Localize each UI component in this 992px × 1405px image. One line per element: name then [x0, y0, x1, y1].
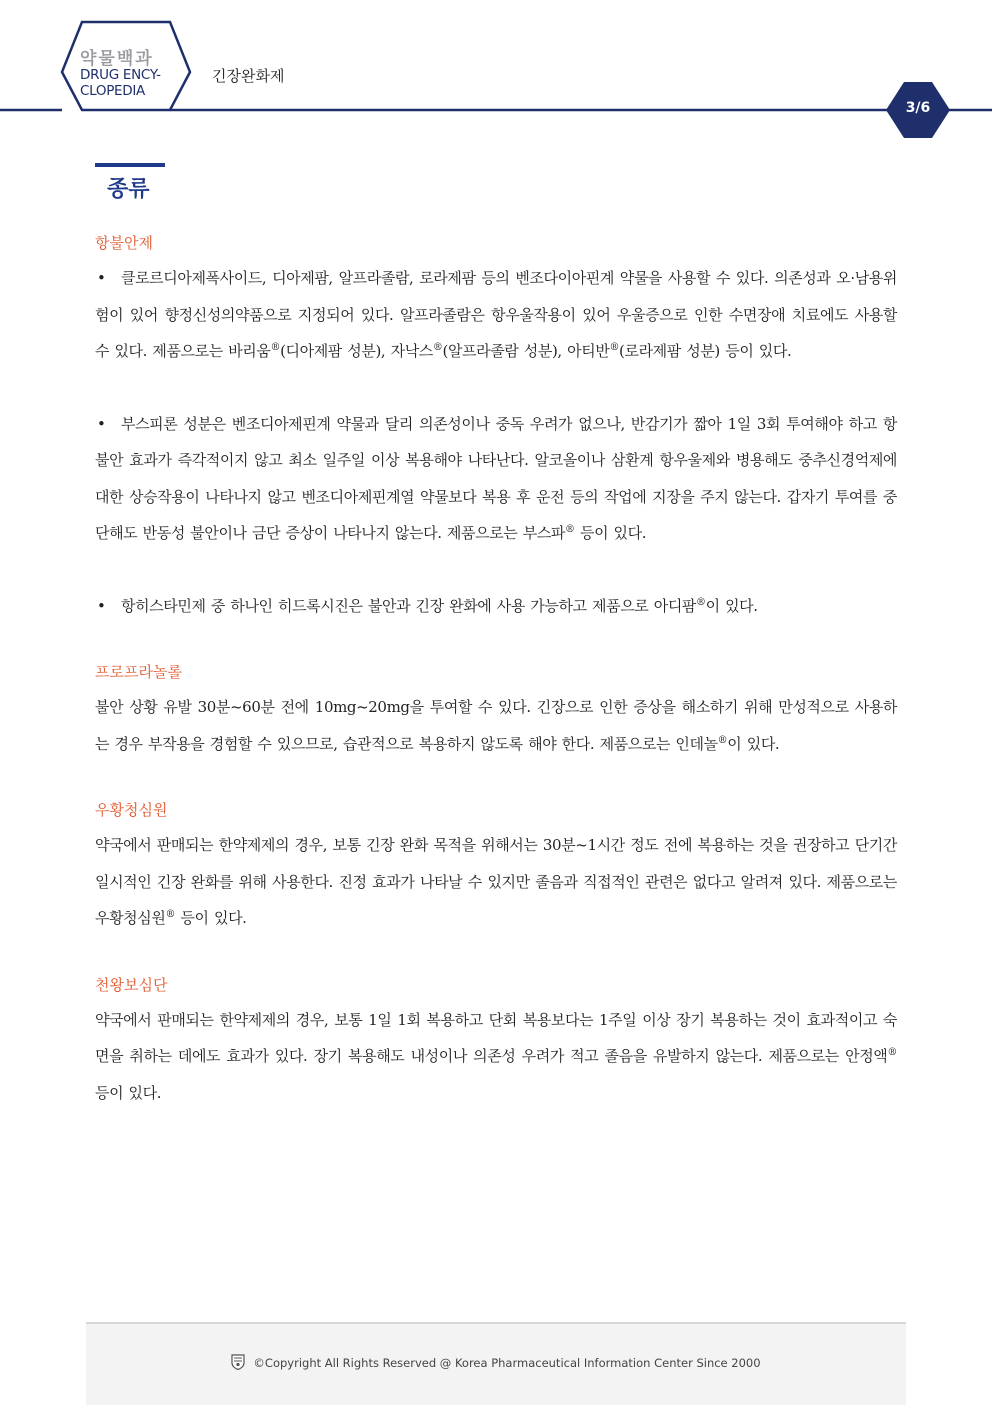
content-block [95, 799, 897, 937]
section-accent-bar [95, 163, 165, 167]
logo-english: DRUG ENCY- CLOPEDIA [80, 67, 161, 99]
content-block [95, 232, 897, 624]
paragraph: 약국에서 판매되는 한약제제의 경우, 보통 1일 1회 복용하고 단회 복용보다는 1주일 이상 장기 복용하는 것이 효과적이고 숙면을 취하는 데에도 효과가 있다. 장기 복용해도 내성이나 의존성 우려가 적고 졸음을 유발하지 않는다. 제품으로는 안정액® 등이 있다. [95, 1010, 897, 1102]
subsection-heading: 항불안제 [95, 234, 153, 252]
bullet-paragraph: • 부스피론 성분은 벤조디아제핀계 약물과 달리 의존성이나 중독 우려가 없으나, 반감기가 짧아 1일 3회 투여해야 하고 항불안 효과가 즉각적이지 않고 최소 일주일 이상 복용해야 나타난다. 알코올이나 삼환계 항우울제와 병용해도 중추신경억제에 대한 상승작용이 나타나지 않고 벤조디아제핀계열 약물보다 복용 후 운전 등의 작업에 지장을 주지 않는다. 갑자기 투여를 중단해도 반동성 불안이나 금단 증상이 나타나지 않는다. 제품으로는 부스파® 등이 있다. [95, 406, 897, 552]
document-title: 긴장완화제 [212, 67, 285, 85]
main-content [95, 232, 897, 1111]
page-footer [86, 1322, 906, 1405]
section-title: 종류 [107, 177, 150, 202]
paragraph: 불안 상황 유발 30분~60분 전에 10mg~20mg을 투여할 수 있다. 긴장으로 인한 증상을 해소하기 위해 만성적으로 사용하는 경우 부작용을 경험할 수 있으므로, 습관적으로 복용하지 않도록 해야 한다. 제품으로는 인데놀®이 있다. [95, 698, 897, 753]
subsection-heading: 프로프라놀롤 [95, 663, 182, 681]
subsection-heading: 우황청심원 [95, 801, 168, 819]
shield-crest-icon [231, 1354, 245, 1370]
page-header [0, 0, 992, 150]
page-number: 3/6 [905, 100, 931, 116]
content-block [95, 661, 897, 762]
subsection-heading: 천왕보심단 [95, 975, 168, 994]
bullet-paragraph: • 항히스타민제 중 하나인 히드록시진은 불안과 긴장 완화에 사용 가능하고 제품으로 아디팜®이 있다. [95, 588, 897, 625]
footer-copyright [86, 1354, 906, 1370]
content-block [95, 974, 897, 1112]
paragraph: 약국에서 판매되는 한약제제의 경우, 보통 긴장 완화 목적을 위해서는 30분~1시간 정도 전에 복용하는 것을 권장하고 단기간 일시적인 긴장 완화를 위해 사용한다. 진정 효과가 나타날 수 있지만 졸음과 직접적인 관련은 없다고 알려져 있다. 제품으로는 우황청심원® 등이 있다. [95, 836, 897, 927]
bullet-paragraph: • 클로르디아제폭사이드, 디아제팜, 알프라졸람, 로라제팜 등의 벤조다이아핀계 약물을 사용할 수 있다. 의존성과 오·남용위험이 있어 향정신성의약품으로 지정되어 있다. 알프라졸람은 항우울작용이 있어 우울증으로 인한 수면장애 치료에도 사용할 수 있다. 제품으로는 바리움®(디아제팜 성분), 자낙스®(알프라졸람 성분), 아티반®(로라제팜 성분) 등이 있다. [95, 260, 897, 370]
footer-text: ©Copyright All Rights Reserved @ Korea Pharmaceutical Information Center Since 2000 [253, 1356, 761, 1370]
logo-korean: 약물백과 [80, 49, 154, 69]
